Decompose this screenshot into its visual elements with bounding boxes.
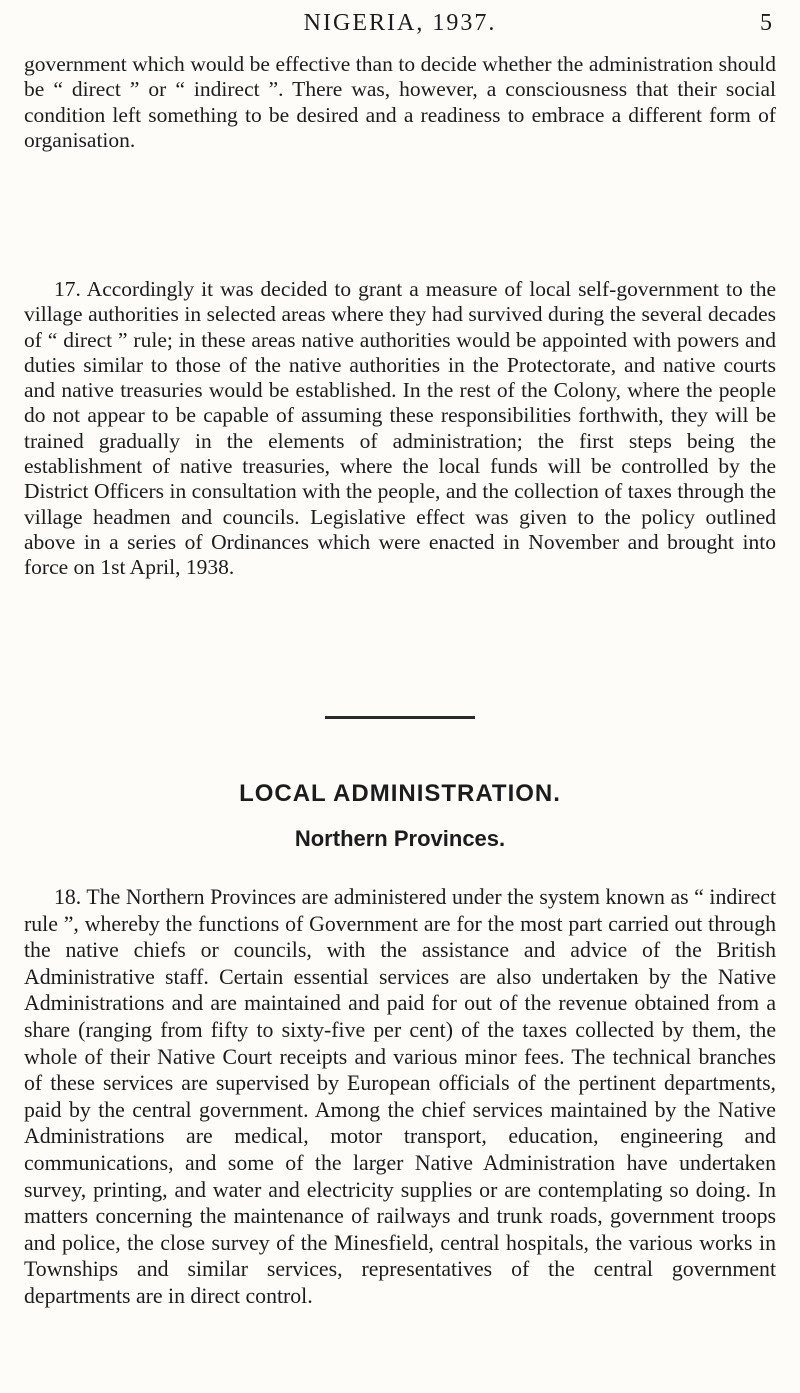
section-subheading: Northern Provinces.	[294, 826, 506, 851]
paragraph-18: 18. The Northern Provinces are administered under the system known as “ indirect rule ”, whereby the functions of Government are for the most part carried out through the native chiefs or councils, with the assistance and advice of the British Administrative staff. Certain essential services are also undertaken by the Native Administrations and are maintained and paid for out of the revenue obtained from a share (ranging from fifty to sixty-five per cent) of the taxes collected by them, the whole of their Native Court receipts and various minor fees. The technical branches of these services are supervised by European officials of the pertinent departments, paid by the central government. Among the chief services maintained by the Native Administrations are medical, motor transport, education, engineering and communications, and some of the larger Native Administration have undertaken survey, printing, and water and electricity supplies or are contemplating so doing. In matters concerning the maintenance of railways and trunk roads, government troops and police, the close survey of the Minesfield, central hospitals, the various works in Townships and similar services, representatives of the central government departments are in direct control.	[24, 885, 776, 1308]
paragraph-continued: government which would be effective than to decide whether the administration should be “ direct ” or “ indirect ”. There was, however, a consciousness that their social condition left something to be desired and a readiness to embrace a different form of organisation.	[24, 52, 776, 152]
running-title: NIGERIA, 1937.	[303, 10, 497, 36]
paragraph-17: 17. Accordingly it was decided to grant a measure of local self-government to the village authorities in selected areas where they had survived during the several decades of “ direct ” rule; in these areas native authorities would be appointed with powers and duties similar to those of the native authorities in the Protectorate, and native courts and native treasuries would be established. In the rest of the Colony, where the people do not appear to be capable of assuming these responsibilities forthwith, they will be trained gradually in the elements of administration; the first steps being the establishment of native treasuries, where the local funds will be controlled by the District Officers in consultation with the people, and the collection of taxes through the village headmen and councils. Legislative effect was given to the policy outlined above in a series of Ordinances which were enacted in November and brought into force on 1st April, 1938.	[24, 277, 776, 580]
section-divider	[325, 716, 475, 719]
page-number: 5	[760, 10, 772, 36]
running-header	[0, 10, 800, 50]
section-heading: LOCAL ADMINISTRATION.	[239, 780, 561, 807]
